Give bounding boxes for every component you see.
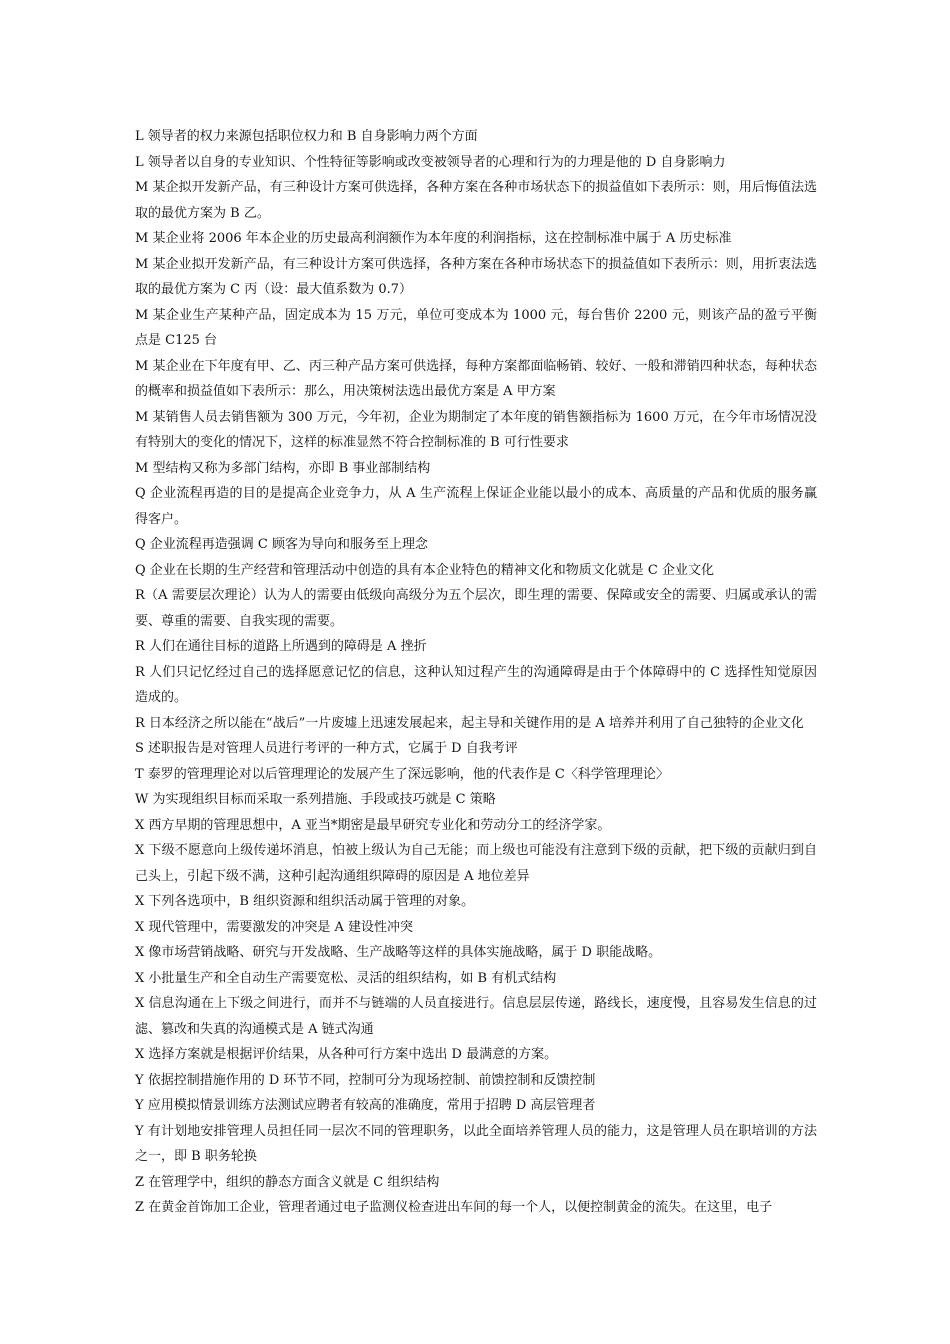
paragraph: Q 企业在长期的生产经营和管理活动中创造的具有本企业特色的精神文化和物质文化就是 C 企业文化 — [135, 562, 715, 578]
paragraph: Y 有计划地安排管理人员担任同一层次不同的管理职务，以此全面培养管理人员的能力，这是管理人员在职培训的方法之一，即 B 职务轮换 — [135, 1123, 817, 1164]
paragraph: S 述职报告是对管理人员进行考评的一种方式，它属于 D 自我考评 — [135, 741, 518, 756]
paragraph: Z 在管理学中，组织的静态方面含义就是 C 组织结构 — [135, 1174, 440, 1190]
paragraph: M 某企拟开发新产品，有三种设计方案可供选择，各种方案在各种市场状态下的损益值如下表所示：则，用后悔值法选取的最优方案为 B 乙。 — [135, 180, 817, 221]
paragraph: M 型结构又称为多部门结构，亦即 B 事业部制结构 — [135, 460, 431, 476]
paragraph: X 现代管理中，需要激发的冲突是 A 建设性冲突 — [135, 919, 414, 935]
paragraph: T 泰罗的管理理论对以后管理理论的发展产生了深远影响，他的代表作是 C〈科学管理理论〉 — [135, 766, 669, 782]
paragraph: R 日本经济之所以能在“战后”一片废墟上迅速发展起来，起主导和关键作用的是 A 培养并利用了自己独特的企业文化 — [135, 715, 804, 731]
paragraph: M 某企业在下年度有甲、乙、丙三种产品方案可供选择，每种方案都面临畅销、较好、一般和滞销四种状态，每种状态的概率和损益值如下表所示：那么，用决策树法选出最优方案是 A 甲方案 — [135, 358, 817, 399]
paragraph: M 某企业拟开发新产品，有三种设计方案可供选择，各种方案在各种市场状态下的损益值如下表所示：则，用折衷法选取的最优方案为 C 丙（设：最大值系数为 0.7） — [135, 256, 817, 297]
paragraph: R 人们在通往目标的道路上所遇到的障碍是 A 挫折 — [135, 639, 427, 654]
paragraph: M 某企业生产某种产品，固定成本为 15 万元，单位可变成本为 1000 元，每台售价 2200 元，则该产品的盈亏平衡点是 C125 台 — [135, 307, 817, 348]
paragraph: R 人们只记忆经过自己的选择愿意记忆的信息，这种认知过程产生的沟通障碍是由于个体障碍中的 C 选择性知觉原因造成的。 — [135, 664, 817, 705]
paragraph: M 某销售人员去销售额为 300 万元，今年初，企业为期制定了本年度的销售额指标为 1600 万元，在今年市场情况没有特别大的变化的情况下，这样的标准显然不符合控制标准的 B 可行性要求 — [135, 409, 817, 450]
paragraph: L 领导者以自身的专业知识、个性特征等影响或改变被领导者的心理和行为的力理是他的 D 自身影响力 — [135, 154, 726, 170]
paragraph: X 小批量生产和全自动生产需要宽松、灵活的组织结构，如 B 有机式结构 — [135, 970, 557, 986]
paragraph: Z 在黄金首饰加工企业，管理者通过电子监测仪检查进出车间的每一个人，以便控制黄金的流失。在这里，电子 — [135, 1200, 773, 1215]
paragraph: X 选择方案就是根据评价结果，从各种可行方案中选出 D 最满意的方案。 — [135, 1047, 558, 1062]
paragraph: M 某企业将 2006 年本企业的历史最高利润额作为本年度的利润指标，这在控制标准中属于 A 历史标准 — [135, 231, 732, 246]
document-body — [135, 124, 817, 1221]
paragraph: Q 企业流程再造强调 C 顾客为导向和服务至上理念 — [135, 537, 429, 552]
paragraph: Y 依据控制措施作用的 D 环节不同，控制可分为现场控制、前馈控制和反馈控制 — [135, 1072, 596, 1088]
paragraph: X 西方早期的管理思想中，A 亚当*期密是最早研究专业化和劳动分工的经济学家。 — [135, 817, 611, 833]
paragraph: X 下级不愿意向上级传递坏消息，怕被上级认为自己无能；而上级也可能没有注意到下级的贡献，把下级的贡献归到自己头上，引起下级不满，这种引起沟通组织障碍的原因是 A 地位差异 — [135, 843, 817, 884]
paragraph: X 像市场营销战略、研究与开发战略、生产战略等这样的具体实施战略，属于 D 职能战略。 — [135, 945, 662, 960]
paragraph: R（A 需要层次理论）认为人的需要由低级向高级分为五个层次，即生理的需要、保障或安全的需要、归属或承认的需要、尊重的需要、自我实现的需要。 — [135, 588, 817, 629]
paragraph: W 为实现组织目标而采取一系列措施、手段或技巧就是 C 策略 — [135, 792, 496, 807]
paragraph: X 信息沟通在上下级之间进行，而并不与链端的人员直接进行。信息层层传递，路线长，速度慢，且容易发生信息的过滤、篡改和失真的沟通模式是 A 链式沟通 — [135, 996, 817, 1037]
paragraph: X 下列各选项中，B 组织资源和组织活动属于管理的对象。 — [135, 894, 475, 909]
paragraph: Q 企业流程再造的目的是提高企业竞争力，从 A 生产流程上保证企业能以最小的成本、高质量的产品和优质的服务赢得客户。 — [135, 486, 817, 527]
paragraph: L 领导者的权力来源包括职位权力和 B 自身影响力两个方面 — [135, 129, 478, 144]
paragraph: Y 应用模拟情景训练方法测试应聘者有较高的准确度，常用于招聘 D 高层管理者 — [135, 1098, 596, 1113]
